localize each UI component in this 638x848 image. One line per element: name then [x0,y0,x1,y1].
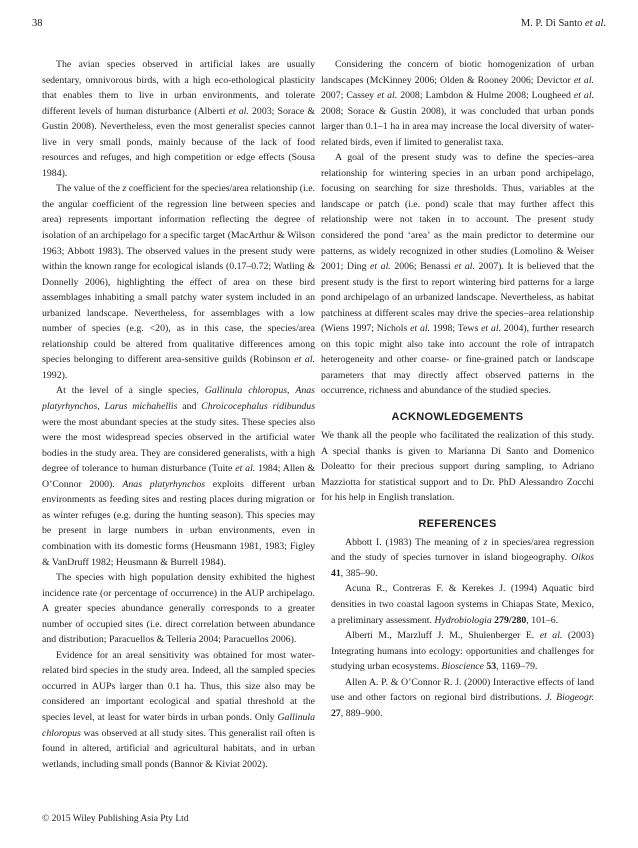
running-head-author-text: M. P. Di Santo et al. [520,18,606,29]
body-paragraph: The species with high population density exhibited the highest incidence rate (or percentage of occurrence) in the AUP archipelago. A greater species abundance generally corresponds to a greater number of occupied sites (i.e. direct correlation between abundance and distribution; Paracuellos & Telleria 2004; Paracuellos 2006). [42,572,315,646]
reference-list [321,535,594,722]
left-column [42,57,315,772]
references-heading: REFERENCES [418,517,497,530]
right-column [321,57,594,721]
body-paragraph: The avian species observed in artificial lakes are usually sedentary, omnivorous birds, with a high eco-ethological plasticity that enables them to live in urban environments, and tolerate different levels of human disturbance (Alberti et al. 2003; Sorace & Gustin 2008). Nevertheless, even the most generalist species cannot live in very small ponds, mainly because of the lack of food resources and refuges, and high competition or edge effects (Sousa 1984). [42,59,315,179]
reference-item: Acuna R., Contreras F. & Kerekes J. (1994) Aquatic bird densities in two coastal lagoon systems in Chiapas State, Mexico, a preliminary assessment. Hydrobiologia 279/280, 101–6. [331,583,594,626]
reference-item: Alberti M., Marzluff J. M., Shulenberger E. et al. (2003) Integrating humans into ecology: opportunities and challenges for studying urban ecosystems. Bioscience 53, 1169–79. [331,630,594,673]
body-paragraph: Evidence for an areal sensitivity was obtained for most water-related bird species in the study area. Indeed, all the sampled species occurred in AUPs larger than 0.1 ha. Thus, this size also may be considered an important ecological and spatial threshold at the species level, at least for water birds in urban ponds. Only Gallinula chloropus was observed at all study sites. This generalist rail often is found in altered, artificial and agricultural habitats, and in urban wetlands, including small ponds (Bannor & Kiviat 2002). [42,649,315,770]
reference-item: Abbott I. (1983) The meaning of z in species/area regression and the study of species turnover in island biogeography. Oikos 41, 385–90. [331,536,594,579]
copyright-footer: © 2015 Wiley Publishing Asia Pty Ltd [42,814,189,824]
right-body [321,57,594,399]
acknowledgements-heading: ACKNOWLEDGEMENTS [391,411,524,424]
body-paragraph: Considering the concern of biotic homogenization of urban landscapes (McKinney 2006; Olden & Rooney 2006; Devictor et al. 2007; Cassey et al. 2008; Lambdon & Hulme 2008; Lougheed et al. 2008; Sorace & Gustin 2008), it was concluded that urban ponds larger than 0.1–1 ha in area may increase the local diversity of water-related birds, even if limited to generalist taxa. [321,59,595,148]
acknowledgements-text: We thank all the people who facilitated the realization of this study. A special thanks is given to Marianna Di Santo and Domenico Doleatto for their precious support during sampling, to Adriano Mazziotta for statistical support and to Dr. PhD Alessandro Zocchi for his help in English translation. [321,430,594,504]
body-paragraph: A goal of the present study was to define the species–area relationship for wintering species in an urban pond archipelago, focusing on searching for size thresholds. Thus, variables at the landscape or patch (i.e. pond) scale that may further affect this relationship were not taken in to account. The present study considered the pond ‘area’ as the main predictor to determine our patterns, as widely recognized in other studies (Lomolino & Weiser 2001; Ding et al. 2006; Benassi et al. 2007). It is believed that the present study is the first to report wintering bird patterns for a large pond archipelago of an urbanized landscape. Nevertheless, as habitat patchiness at different scales may drive the species–area relationship (Wiens 1997; Nichols et al. 1998; Tews et al. 2004), further research on this topic might also take into account the role of intrapatch heterogeneity and other coarse- or fine-grained patch or landscape parameters that may directly affect observed patterns in the occurrence, richness and abundance of the studied species. [321,152,595,397]
page-number: 38 [32,18,43,29]
reference-item: Allen A. P. & O’Connor R. J. (2000) Interactive effects of land use and other factors on regional bird distributions. J. Biogeogr. 27, 889–900. [331,676,594,719]
running-head-authors [521,18,606,29]
body-paragraph: The value of the z coefficient for the species/area relationship (i.e. the angular coefficient of the regression line between species and area) represents important information reflecting the degree of isolation of an archipelago for a specific target (MacArthur & Wilson 1963; Abbott 1983). The observed values in the present study were within the known range for ecological islands (0.17–0.72; Watling & Donnelly 2006), highlighting the effect of area on these bird assemblages inhabiting a small patchy water system included in an urbanized landscape. Nevertheless, for assemblages with a low number of species (e.g. <20), as in this case, the species/area relationship could be altered from qualitative differences among species belonging to different area-sensitive guilds (Robinson et al. 1992). [42,183,315,381]
running-header [32,18,606,32]
body-paragraph: At the level of a single species, Gallinula chloropus, Anas platyrhynchos, Larus michahellis and Chroicocephalus ridibundus were the most abundant species at the study sites. These species also were the most widespread species observed in the artificial water bodies in the study area. They are considered generalists, with a high degree of tolerance to human disturbance (Tuite et al. 1984; Allen & O’Connor 2000). Anas platyrhynchos exploits different urban environments as feeding sites and resting places during migration or as winter refuges (e.g. during the hunting season). This species may be present in large numbers in urban environments, even in combination with its domestic forms (Heusmann 1981, 1983; Figley & VanDruff 1982; Heusmann & Burrell 1984). [42,385,316,568]
